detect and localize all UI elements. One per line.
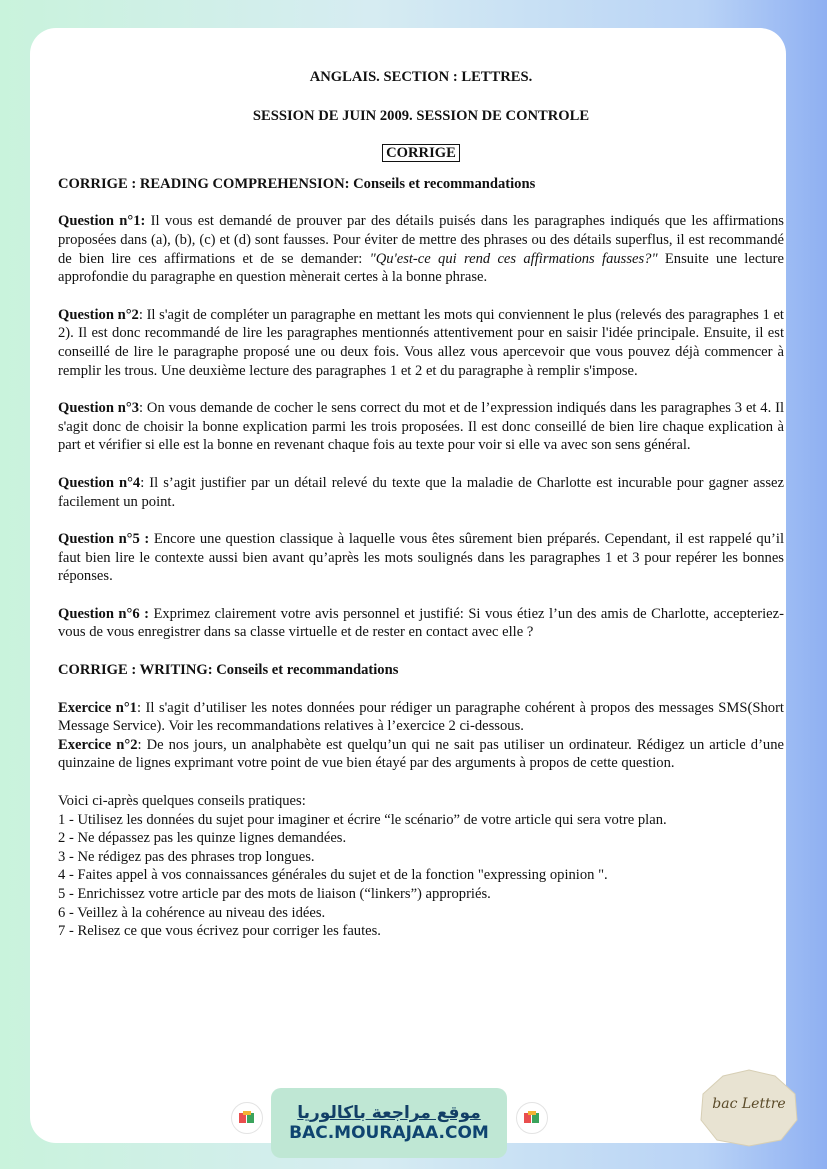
tip-item: 6 - Veillez à la cohérence au niveau des idées.: [58, 904, 326, 921]
question-1-quote: "Qu'est-ce qui rend ces affirmations fausses?": [369, 250, 658, 267]
question-1-text-end: Ensuite une lecture approfondie du paragraphe en question mènerait certes à la bonne phrase.: [58, 250, 784, 286]
exercise-1-text: : Il s'agit d’utiliser les notes données pour rédiger un paragraphe cohérent à propos des messages SMS(Short Message Service). Voir les recommandations relatives à l’exercice 2 ci-dessous.: [58, 699, 784, 735]
reading-section-title: CORRIGE : READING COMPREHENSION: Conseils et recommandations: [58, 175, 536, 192]
question-6-label: Question n°6 :: [58, 605, 149, 622]
document-title: ANGLAIS. SECTION : LETTRES.: [309, 69, 533, 85]
exercise-1: [58, 699, 784, 736]
question-4-label: Question n°4: [58, 474, 141, 491]
question-1: [58, 212, 784, 286]
exercise-2: [58, 736, 784, 773]
question-2-label: Question n°2: [58, 306, 139, 323]
badge-text: bac Lettre: [712, 1096, 786, 1112]
question-3-label: Question n°3: [58, 400, 140, 417]
question-6-text: Exprimez clairement votre avis personnel et justifié: Si vous étiez l’un des amis de Charlotte, accepteriez-vous de vous enregistrer dans sa classe virtuelle et de rester en contact avec elle ?: [58, 605, 784, 641]
site-logo-right-icon: [516, 1102, 548, 1134]
question-3: [58, 399, 784, 455]
exercise-1-label: Exercice n°1: [58, 699, 137, 716]
document-content: [58, 68, 784, 941]
question-5: [58, 530, 784, 586]
site-banner[interactable]: [271, 1088, 507, 1158]
question-3-text: : On vous demande de cocher le sens correct du mot et de l’expression indiqués dans les paragraphes 3 et 4. Il s'agit donc de choisir la bonne explication parmi les trois proposées. Il est donc conseillé de bien lire chaque explication à part et vérifier si elle est la bonne en revenant chaque fois au texte pour voir si elle va avec son sens général.: [58, 400, 784, 454]
question-2-text: : Il s'agit de compléter un paragraphe en mettant les mots qui conviennent le plus (relevés des paragraphes 1 et 2). Il est donc recommandé de lire les paragraphes mentionnés attentivement pour en saisir l'idée principale. Ensuite, il est conseillé de lire le paragraphe proposé une ou deux fois. Vous allez vous apercevoir que vous pouvez déjà commencer à remplir les trous. Une deuxième lecture des paragraphes 1 et 2 et du paragraphe à remplir s'impose.: [58, 306, 784, 379]
tip-item: 4 - Faites appel à vos connaissances générales du sujet et de la fonction "expressing opinion ".: [58, 867, 608, 884]
site-logo-left-icon: [231, 1102, 263, 1134]
tip-item: 5 - Enrichissez votre article par des mots de liaison (“linkers”) appropriés.: [58, 886, 491, 902]
question-1-label: Question n°1:: [58, 213, 146, 230]
site-name-arabic: موقع مراجعة باكالوريا: [297, 1103, 481, 1123]
exercise-2-text: : De nos jours, un analphabète est quelqu’un qui ne sait pas utiliser un ordinateur. Rédigez un article d’une quinzaine de lignes exprimant votre point de vue bien étayé par des arguments à propos de cette question.: [58, 736, 784, 772]
exercise-2-label: Exercice n°2: [58, 736, 138, 753]
question-6: [58, 605, 784, 642]
site-url-link[interactable]: BAC.MOURAJAA.COM: [289, 1123, 489, 1143]
tips-list: [58, 811, 784, 941]
bac-lettre-badge: [697, 1068, 801, 1148]
tip-item: 3 - Ne rédigez pas des phrases trop longues.: [58, 848, 315, 865]
question-4: [58, 474, 784, 511]
tip-item: 2 - Ne dépassez pas les quinze lignes demandées.: [58, 830, 347, 847]
document-page: [30, 28, 786, 1143]
corrige-heading: [58, 144, 784, 163]
session-title: SESSION DE JUIN 2009. SESSION DE CONTROLE: [252, 107, 590, 124]
tips-intro: Voici ci-après quelques conseils pratiques:: [58, 793, 306, 810]
question-5-label: Question n°5 :: [58, 531, 150, 548]
question-2: [58, 306, 784, 380]
question-5-text: Encore une question classique à laquelle vous êtes sûrement bien préparés. Cependant, il est rappelé qu’il faut bien lire le contexte aussi bien avant qu’après les mots soulignés dans les paragraphes 1 et 3 pour repérer les bonnes réponses.: [58, 531, 784, 585]
tip-item: 1 - Utilisez les données du sujet pour imaginer et écrire “le scénario” de votre article qui sera votre plan.: [58, 811, 667, 828]
writing-section-title: CORRIGE : WRITING: Conseils et recommandations: [58, 662, 399, 679]
tip-item: 7 - Relisez ce que vous écrivez pour corriger les fautes.: [58, 923, 381, 940]
corrige-label: CORRIGE: [382, 144, 460, 162]
question-4-text: : Il s’agit justifier par un détail relevé du texte que la maladie de Charlotte est incurable pour gagner assez facilement un point.: [58, 474, 785, 510]
question-1-text: Il vous est demandé de prouver par des détails puisés dans les paragraphes indiqués que les affirmations proposées dans (a), (b), (c) et (d) sont fausses. Pour éviter de mettre des phrases ou des détails superflus, il est recommandé de bien lire ces affirmations et de se demander:: [58, 213, 784, 267]
